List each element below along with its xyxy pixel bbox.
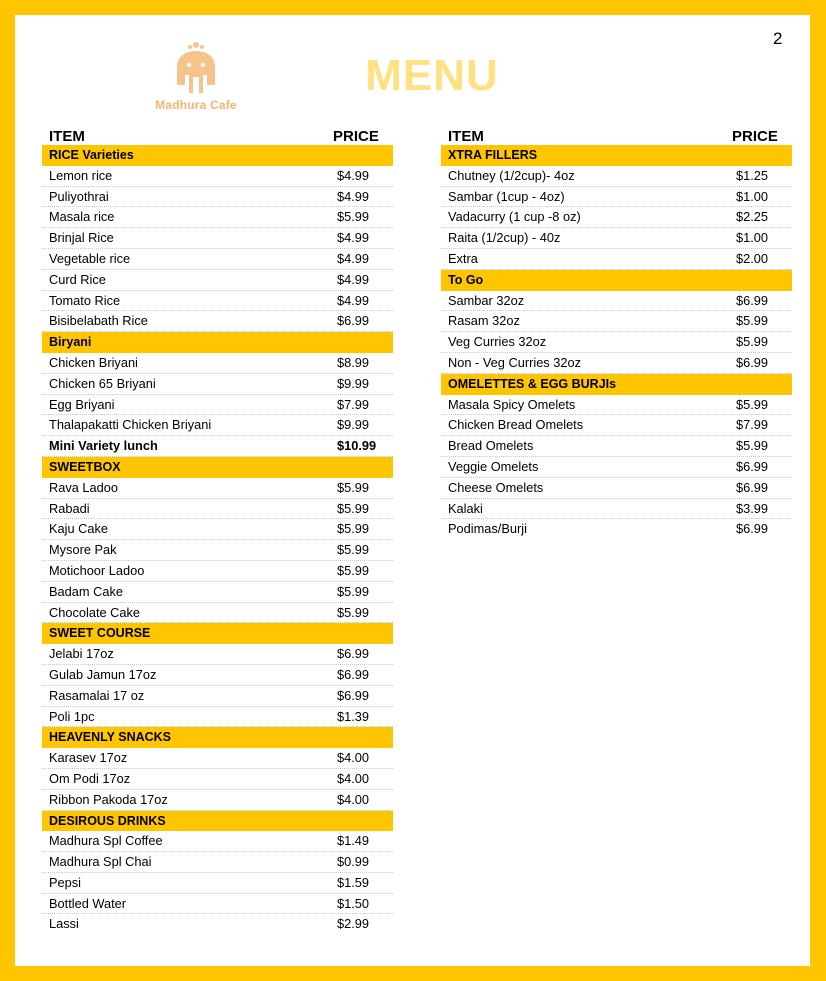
category-header: Biryani: [42, 332, 393, 353]
menu-item-row: [42, 249, 393, 270]
menu-item-price: $4.00: [337, 750, 370, 766]
menu-item-price: $6.99: [736, 458, 769, 474]
menu-item-price: $2.25: [736, 209, 769, 225]
menu-item-price: $5.99: [337, 542, 370, 558]
menu-item-name: Extra: [448, 250, 478, 266]
menu-item-row: [42, 831, 393, 852]
menu-item-price: $5.99: [337, 209, 370, 225]
menu-item-price: $4.00: [337, 770, 370, 786]
menu-item-name: Puliyothrai: [49, 188, 109, 204]
menu-item-price: $2.99: [337, 916, 370, 932]
menu-item-row: [42, 187, 393, 208]
menu-item-row: [42, 852, 393, 873]
menu-item-name: Chocolate Cake: [49, 604, 141, 620]
elephant-logo-icon: [155, 37, 237, 99]
menu-item-price: $6.99: [736, 479, 769, 495]
menu-item-row: [441, 457, 792, 478]
menu-item-name: Sambar 32oz: [448, 292, 525, 308]
page-number: 2: [773, 29, 783, 48]
menu-item-price: $5.99: [337, 479, 370, 495]
menu-item-price: $5.99: [736, 334, 769, 350]
menu-item-name: Rabadi: [49, 500, 90, 516]
menu-item-row: [42, 166, 393, 187]
menu-item-row: [441, 332, 792, 353]
menu-item-price: $5.99: [337, 583, 370, 599]
menu-item-row: [441, 166, 792, 187]
menu-item-row: [42, 519, 393, 540]
price-column-label: PRICE: [732, 128, 778, 145]
menu-item-name: Poli 1pc: [49, 708, 95, 724]
menu-item-name: Bottled Water: [49, 895, 127, 911]
menu-item-price: $1.49: [337, 833, 370, 849]
menu-item-price: $1.50: [337, 895, 370, 911]
menu-item-row: [42, 353, 393, 374]
menu-item-name: Podimas/Burji: [448, 521, 527, 537]
category-header: SWEETBOX: [42, 457, 393, 478]
menu-item-name: Masala Spicy Omelets: [448, 396, 576, 412]
menu-item-row: [441, 499, 792, 520]
menu-item-row: [441, 187, 792, 208]
menu-item-name: Curd Rice: [49, 271, 106, 287]
category-header: To Go: [441, 270, 792, 291]
menu-item-row: [42, 873, 393, 894]
menu-item-name: Gulab Jamun 17oz: [49, 666, 157, 682]
menu-item-name: Pepsi: [49, 874, 82, 890]
menu-item-price: $5.99: [736, 313, 769, 329]
menu-item-row: [42, 478, 393, 499]
category-header: OMELETTES & EGG BURJIs: [441, 374, 792, 395]
menu-item-row: [42, 790, 393, 811]
menu-item-row: [42, 207, 393, 228]
menu-item-row: [42, 894, 393, 915]
menu-item-row: [42, 707, 393, 728]
menu-item-row: [441, 207, 792, 228]
menu-item-price: $1.00: [736, 230, 769, 246]
menu-item-row: [441, 228, 792, 249]
menu-item-row: [42, 769, 393, 790]
menu-item-row: [42, 311, 393, 332]
menu-item-price: $5.99: [337, 604, 370, 620]
price-column-label: PRICE: [333, 128, 379, 145]
menu-item-row: [42, 748, 393, 769]
menu-item-name: Tomato Rice: [49, 292, 121, 308]
menu-item-price: $6.99: [736, 354, 769, 370]
menu-item-price: $6.99: [736, 292, 769, 308]
menu-item-price: $5.99: [736, 438, 769, 454]
menu-item-price: $5.99: [337, 562, 370, 578]
menu-item-name: Madhura Spl Coffee: [49, 833, 163, 849]
menu-item-name: Bread Omelets: [448, 438, 534, 454]
menu-item-price: $7.99: [736, 417, 769, 433]
menu-item-row: [42, 686, 393, 707]
menu-item-price: $6.99: [337, 646, 370, 662]
menu-item-name: Veg Curries 32oz: [448, 334, 547, 350]
column-header: [441, 123, 792, 145]
menu-item-price: $5.99: [736, 396, 769, 412]
menu-item-name: Karasev 17oz: [49, 750, 128, 766]
category-header: SWEET COURSE: [42, 623, 393, 644]
menu-item-row: [42, 561, 393, 582]
menu-item-name: Rava Ladoo: [49, 479, 119, 495]
category-header: DESIROUS DRINKS: [42, 811, 393, 832]
menu-item-row: [42, 291, 393, 312]
menu-item-name: Lassi: [49, 916, 79, 932]
menu-item-row: [441, 249, 792, 270]
menu-item-row: [42, 603, 393, 624]
menu-item-name: Mysore Pak: [49, 542, 117, 558]
menu-item-row: [42, 228, 393, 249]
menu-item-name: Kalaki: [448, 500, 483, 516]
menu-item-name: Motichoor Ladoo: [49, 562, 145, 578]
menu-item-price: $4.00: [337, 791, 370, 807]
menu-item-price: $4.99: [337, 167, 370, 183]
menu-item-name: Jelabi 17oz: [49, 646, 114, 662]
menu-item-name: Vegetable rice: [49, 250, 131, 266]
menu-item-price: $8.99: [337, 354, 370, 370]
category-header: XTRA FILLERS: [441, 145, 792, 166]
menu-item-row: [42, 436, 393, 457]
right-menu-column: [441, 123, 792, 539]
menu-item-price: $5.99: [337, 521, 370, 537]
category-header: RICE Varieties: [42, 145, 393, 166]
menu-item-price: $1.39: [337, 708, 370, 724]
menu-item-price: $7.99: [337, 396, 370, 412]
menu-item-name: Kaju Cake: [49, 521, 109, 537]
menu-item-row: [42, 374, 393, 395]
menu-item-name: Cheese Omelets: [448, 479, 544, 495]
left-menu-column: [42, 123, 393, 934]
category-header: HEAVENLY SNACKS: [42, 727, 393, 748]
menu-item-name: Vadacurry (1 cup -8 oz): [448, 209, 581, 225]
menu-item-price: $4.99: [337, 230, 370, 246]
menu-item-price: $1.25: [736, 167, 769, 183]
menu-item-row: [441, 478, 792, 499]
column-header: [42, 123, 393, 145]
menu-item-row: [441, 395, 792, 416]
menu-item-name: Rasamalai 17 oz: [49, 687, 145, 703]
menu-item-price: $5.99: [337, 500, 370, 516]
menu-item-row: [42, 665, 393, 686]
menu-item-price: $4.99: [337, 292, 370, 308]
menu-item-price: $6.99: [337, 313, 370, 329]
menu-item-row: [441, 291, 792, 312]
menu-item-name: Brinjal Rice: [49, 230, 114, 246]
logo-text: Madhura Cafe: [155, 98, 237, 112]
menu-item-price: $4.99: [337, 271, 370, 287]
page-title: MENU: [365, 51, 499, 100]
menu-item-name: Sambar (1cup - 4oz): [448, 188, 565, 204]
menu-item-row: [441, 415, 792, 436]
menu-item-row: [42, 914, 393, 934]
menu-item-name: Masala rice: [49, 209, 115, 225]
menu-item-price: $4.99: [337, 250, 370, 266]
menu-item-name: Bisibelabath Rice: [49, 313, 148, 329]
menu-item-name: Chutney (1/2cup)- 4oz: [448, 167, 575, 183]
menu-item-name: Ribbon Pakoda 17oz: [49, 791, 168, 807]
cafe-logo: [155, 37, 237, 117]
menu-item-name: Non - Veg Curries 32oz: [448, 354, 582, 370]
menu-item-row: [42, 540, 393, 561]
menu-item-name: Raita (1/2cup) - 40z: [448, 230, 561, 246]
menu-item-name: Thalapakatti Chicken Briyani: [49, 417, 212, 433]
menu-item-row: [42, 582, 393, 603]
menu-item-name: Chicken 65 Briyani: [49, 375, 156, 391]
menu-item-price: $9.99: [337, 417, 370, 433]
menu-item-price: $1.59: [337, 874, 370, 890]
menu-item-name: Chicken Briyani: [49, 354, 138, 370]
menu-item-row: [42, 415, 393, 436]
menu-item-price: $6.99: [337, 666, 370, 682]
menu-item-name: Egg Briyani: [49, 396, 115, 412]
menu-item-name: Mini Variety lunch: [49, 438, 158, 454]
menu-item-name: Chicken Bread Omelets: [448, 417, 584, 433]
menu-item-row: [441, 519, 792, 539]
menu-item-name: Veggie Omelets: [448, 458, 539, 474]
menu-item-name: Rasam 32oz: [448, 313, 520, 329]
menu-item-row: [42, 644, 393, 665]
item-column-label: ITEM: [49, 128, 85, 145]
menu-item-price: $1.00: [736, 188, 769, 204]
menu-item-price: $2.00: [736, 250, 769, 266]
menu-item-row: [42, 395, 393, 416]
menu-item-row: [441, 353, 792, 374]
menu-item-row: [42, 499, 393, 520]
item-column-label: ITEM: [448, 128, 484, 145]
menu-item-price: $6.99: [736, 521, 769, 537]
menu-page: [15, 15, 810, 966]
menu-item-price: $4.99: [337, 188, 370, 204]
menu-item-price: $10.99: [337, 438, 377, 454]
menu-item-price: $0.99: [337, 854, 370, 870]
menu-item-row: [42, 270, 393, 291]
menu-item-row: [441, 311, 792, 332]
menu-item-name: Om Podi 17oz: [49, 770, 131, 786]
menu-item-price: $3.99: [736, 500, 769, 516]
menu-item-row: [441, 436, 792, 457]
menu-item-price: $6.99: [337, 687, 370, 703]
menu-item-name: Madhura Spl Chai: [49, 854, 152, 870]
menu-item-name: Badam Cake: [49, 583, 123, 599]
menu-item-name: Lemon rice: [49, 167, 113, 183]
menu-item-price: $9.99: [337, 375, 370, 391]
